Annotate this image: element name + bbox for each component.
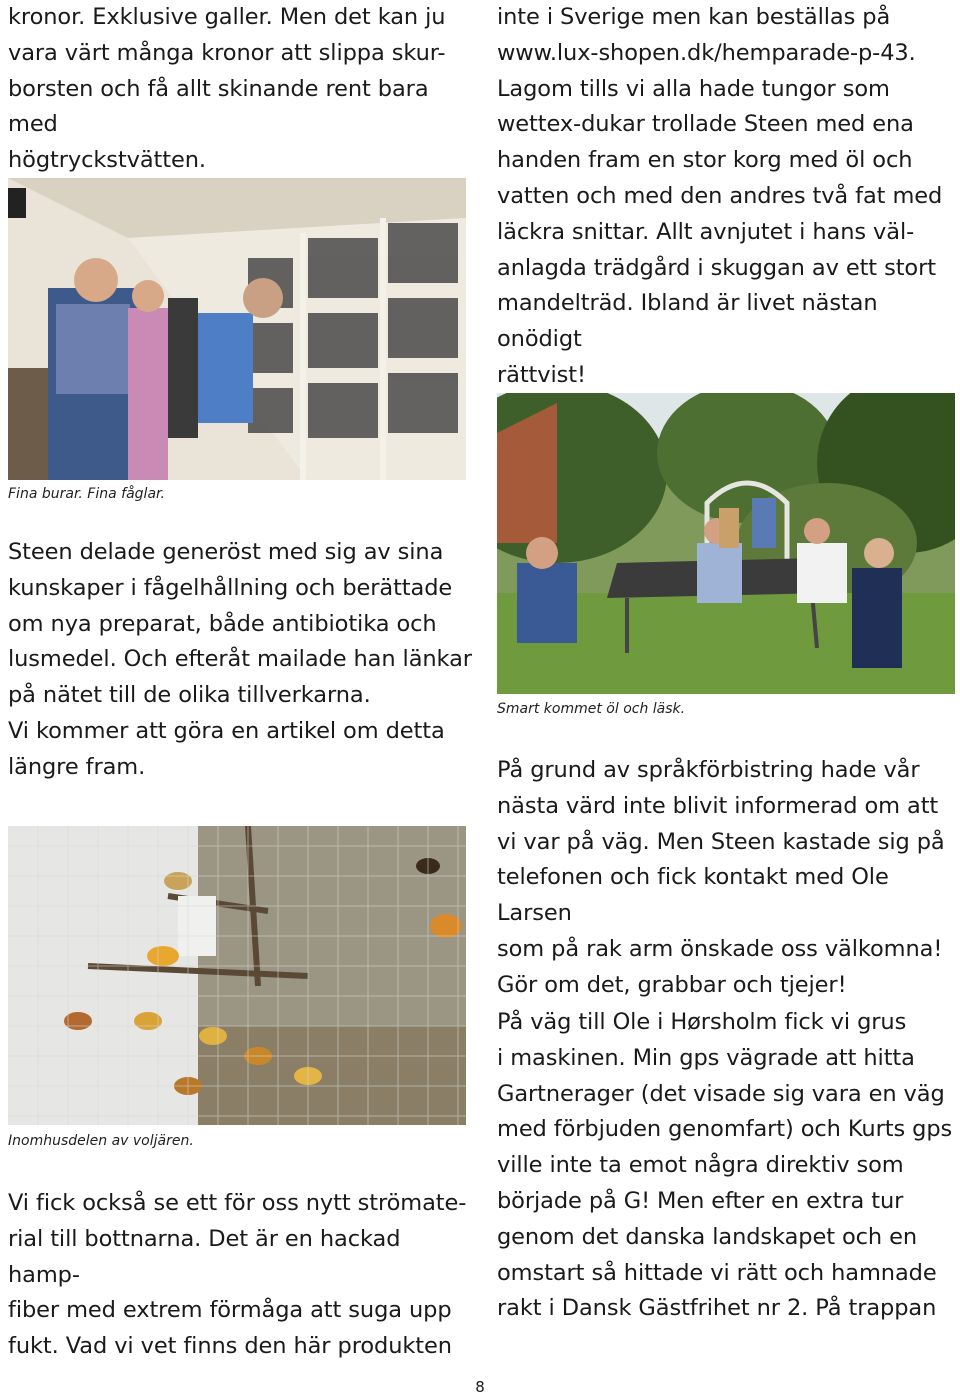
page-number: 8 bbox=[475, 1378, 485, 1396]
caption-inomhusdelen: Inomhusdelen av voljären. bbox=[8, 1133, 194, 1149]
photo-garden-party bbox=[497, 393, 955, 694]
paragraph-lux-shopen: inte i Sverige men kan beställas på www.lux-shopen.dk/hemparade-p-43. Lagom tills vi alla hade tungor som wettex-dukar trollade Steen med ena handen fram en stor korg med öl och vatten och med den andres två fat med läckra snittar. Allt avnjutet i hans väl- anlagda trädgård i skuggan av ett stort mandelträd. Ibland är livet nästan onödigt rättvist! bbox=[497, 4, 943, 388]
paragraph-horsholm: På väg till Ole i Hørsholm fick vi grus i maskinen. Min gps vägrade att hitta Gartnerager (det visade sig vara en väg med förbjuden genomfart) och Kurts gps ville inte ta emot några direktiv som började på G! Men efter en extra tur genom det danska landskapet och en omstart så hittade vi rätt och hamnade rakt i Dansk Gästfrihet nr 2. På trappan bbox=[497, 1009, 953, 1322]
photo-indoor-aviary bbox=[8, 826, 466, 1125]
caption-fina-burar: Fina burar. Fina fåglar. bbox=[8, 486, 165, 502]
photo-aviary-visitors bbox=[8, 178, 466, 480]
paragraph-stromaterial: Vi fick också se ett för oss nytt strömate- rial till bottnarna. Det är en hackad hamp- fiber med extrem förmåga att suga upp fukt. Vad vi vet finns den här produkten bbox=[8, 1190, 467, 1360]
paragraph-kunskaper: Steen delade generöst med sig av sina kunskaper i fågelhållning och berättade om nya preparat, både antibiotika och lusmedel. Och efteråt mailade han länkar på nätet till de olika tillverkarna. Vi kommer att göra en artikel om detta längre fram. bbox=[8, 539, 472, 780]
caption-smart-kommet: Smart kommet öl och läsk. bbox=[497, 701, 686, 717]
paragraph-sprakforbistring: På grund av språkförbistring hade vår nästa värd inte blivit informerad om att vi var på väg. Men Steen kastade sig på telefonen och fick kontakt med Ole Larsen som på rak arm önskade oss välkomna! Gör om det, grabbar och tjejer! bbox=[497, 757, 945, 998]
intro-paragraph: kronor. Exklusive galler. Men det kan ju vara värt många kronor att slippa skur- borsten och få allt skinande rent bara med högtryckstvätten. bbox=[8, 4, 446, 174]
